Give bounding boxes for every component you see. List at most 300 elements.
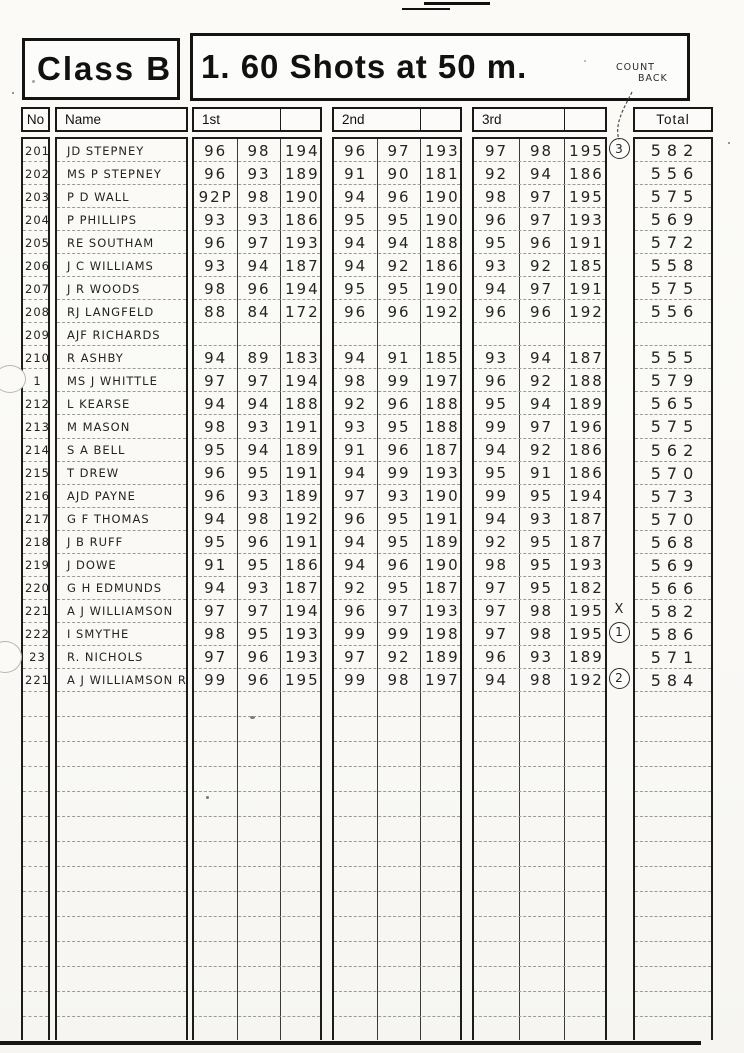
cell-score: 188 — [425, 233, 460, 252]
cell-name: P D WALL — [67, 189, 130, 204]
row-separator — [334, 1016, 460, 1017]
cell-score: 196 — [569, 417, 604, 436]
cell-score — [564, 323, 609, 346]
cell-name: P PHILLIPS — [67, 212, 138, 227]
cell-score: 172 — [285, 302, 320, 321]
header-1st: 1st — [202, 112, 221, 127]
cell-score — [421, 323, 464, 346]
cell-no: 204 — [25, 212, 50, 227]
cell-no: 1 — [33, 373, 42, 388]
cell-score: 94 — [344, 464, 368, 483]
header-name-box — [55, 107, 188, 132]
row-separator — [334, 916, 460, 917]
cell-score: 187 — [425, 579, 460, 598]
cell-score: 93 — [204, 210, 228, 229]
cell-score: 96 — [387, 302, 411, 321]
cell-score: 96 — [529, 302, 554, 321]
cell-score: 97 — [484, 579, 509, 598]
cell-score: 93 — [529, 648, 554, 667]
cell-total: 568 — [650, 532, 700, 552]
cell-score: 97 — [247, 233, 271, 252]
cell-score: 91 — [204, 556, 228, 575]
cell-score: 94 — [247, 256, 271, 275]
cell-score: 190 — [425, 487, 460, 506]
cell-score: 99 — [204, 671, 228, 690]
row-separator — [635, 916, 711, 917]
cell-score: 90 — [387, 164, 411, 183]
cell-score — [281, 323, 324, 346]
row-separator — [23, 991, 48, 992]
cell-no: 218 — [25, 535, 50, 550]
row-separator — [635, 966, 711, 967]
row-separator — [474, 991, 605, 992]
cell-score: 98 — [529, 625, 554, 644]
header-no-box — [21, 107, 50, 132]
cell-score: 94 — [344, 348, 368, 367]
cell-score: 94 — [484, 441, 509, 460]
cell-score: 93 — [247, 210, 271, 229]
row-separator — [635, 816, 711, 817]
cell-score: 95 — [204, 533, 228, 552]
cell-total: 570 — [650, 463, 700, 483]
header-2nd: 2nd — [342, 112, 365, 127]
cell-total: 566 — [650, 578, 700, 598]
cell-score: 97 — [484, 141, 509, 160]
cell-score: 91 — [529, 464, 554, 483]
row-separator — [474, 916, 605, 917]
cell-name: J DOWE — [67, 558, 117, 573]
cell-total: 582 — [650, 141, 700, 161]
cell-score: 188 — [425, 417, 460, 436]
count-back-note — [616, 62, 668, 84]
cell-name: S A BELL — [67, 443, 126, 458]
row-separator — [635, 766, 711, 767]
cell-name: G F THOMAS — [67, 512, 150, 527]
cell-score: 191 — [569, 279, 604, 298]
cell-name: M MASON — [67, 419, 131, 434]
cell-score: 94 — [344, 256, 368, 275]
row-separator — [194, 816, 320, 817]
cell-score: 95 — [204, 441, 228, 460]
row-separator — [474, 1016, 605, 1017]
cell-score: 186 — [569, 441, 604, 460]
row-separator — [194, 766, 320, 767]
cell-total: 571 — [650, 647, 700, 667]
cell-score: 99 — [484, 417, 509, 436]
cell-score: 95 — [529, 487, 554, 506]
cell-score: 94 — [529, 164, 554, 183]
cell-score: 195 — [285, 671, 320, 690]
cell-score: 93 — [484, 256, 509, 275]
cell-score — [519, 323, 564, 346]
cell-no: 213 — [25, 419, 50, 434]
row-separator — [23, 716, 48, 717]
col-mark — [605, 137, 633, 1040]
cell-score: 195 — [569, 141, 604, 160]
row-separator — [57, 716, 186, 717]
cell-total: 558 — [650, 256, 700, 276]
cell-score: 191 — [285, 533, 320, 552]
cell-score: 98 — [344, 371, 368, 390]
row-separator — [57, 941, 186, 942]
cell-total: 569 — [650, 210, 700, 230]
cell-score: 190 — [425, 279, 460, 298]
event-title: 1. 60 Shots at 50 m. — [201, 48, 528, 85]
row-separator — [57, 841, 186, 842]
cell-score: 95 — [247, 464, 271, 483]
cell-score: 189 — [285, 164, 320, 183]
cell-score: 93 — [247, 487, 271, 506]
row-separator — [334, 716, 460, 717]
cell-score: 95 — [387, 579, 411, 598]
cell-score: 98 — [204, 625, 228, 644]
cell-score: 96 — [344, 510, 368, 529]
cell-score: 195 — [569, 602, 604, 621]
cell-score: 185 — [425, 348, 460, 367]
row-separator — [474, 966, 605, 967]
header-total: Total — [656, 112, 690, 127]
cell-score: 188 — [285, 394, 320, 413]
cell-score: 96 — [204, 233, 228, 252]
scan-bottom-bar — [0, 1041, 701, 1045]
cell-score: 96 — [484, 371, 509, 390]
row-separator — [194, 916, 320, 917]
cell-name: J C WILLIAMS — [67, 258, 154, 273]
cell-score: 98 — [529, 602, 554, 621]
col-total — [633, 137, 713, 1040]
row-separator — [474, 741, 605, 742]
row-separator — [194, 1016, 320, 1017]
cell-score: 94 — [247, 441, 271, 460]
cell-score: 93 — [484, 348, 509, 367]
col-name — [55, 137, 188, 1040]
row-separator — [334, 841, 460, 842]
cell-score: 96 — [387, 187, 411, 206]
row-separator — [635, 841, 711, 842]
cell-score: 94 — [387, 233, 411, 252]
row-mark — [605, 621, 633, 644]
cell-total: 562 — [650, 440, 700, 460]
cell-score: 95 — [529, 556, 554, 575]
cell-score: 189 — [285, 487, 320, 506]
cell-score: 197 — [425, 671, 460, 690]
row-separator — [23, 941, 48, 942]
cell-score — [194, 323, 237, 346]
cell-score: 97 — [484, 602, 509, 621]
cell-score: 98 — [204, 417, 228, 436]
cell-score: 93 — [344, 417, 368, 436]
cell-score: 97 — [344, 648, 368, 667]
row-separator — [334, 991, 460, 992]
header-divider — [420, 109, 421, 130]
cell-score: 191 — [285, 464, 320, 483]
cell-no: 202 — [25, 166, 50, 181]
cell-score: 94 — [204, 348, 228, 367]
cell-score: 186 — [569, 464, 604, 483]
cell-score: 190 — [425, 210, 460, 229]
cell-score: 95 — [247, 556, 271, 575]
cell-score: 187 — [285, 256, 320, 275]
header-no: No — [26, 112, 45, 127]
cell-no: 208 — [25, 304, 50, 319]
cell-score — [474, 323, 519, 346]
row-separator — [23, 916, 48, 917]
cell-score: 97 — [484, 625, 509, 644]
cell-score: 92 — [387, 648, 411, 667]
cell-score: 97 — [529, 210, 554, 229]
row-separator — [57, 741, 186, 742]
row-separator — [194, 991, 320, 992]
cell-score: 94 — [529, 394, 554, 413]
cell-no: 210 — [25, 350, 50, 365]
header-1st-box — [192, 107, 322, 132]
cell-score: 192 — [425, 302, 460, 321]
cell-score: 99 — [484, 487, 509, 506]
cell-score: 92 — [484, 533, 509, 552]
cell-score: 194 — [569, 487, 604, 506]
cell-name: RE SOUTHAM — [67, 235, 155, 250]
cell-score: 94 — [484, 671, 509, 690]
cell-score: 186 — [285, 556, 320, 575]
cell-score: 189 — [425, 533, 460, 552]
cell-score: 91 — [387, 348, 411, 367]
cell-score: 94 — [344, 556, 368, 575]
scan-speck — [12, 92, 14, 94]
cell-score: 187 — [569, 348, 604, 367]
cell-score: 96 — [247, 279, 271, 298]
row-separator — [334, 866, 460, 867]
cell-score — [237, 323, 280, 346]
row-separator — [23, 841, 48, 842]
cell-score: 94 — [484, 510, 509, 529]
row-separator — [635, 716, 711, 717]
cell-score: 97 — [344, 487, 368, 506]
cell-score: 97 — [387, 602, 411, 621]
row-separator — [57, 1016, 186, 1017]
row-separator — [194, 741, 320, 742]
row-separator — [334, 816, 460, 817]
cell-score: 98 — [247, 510, 271, 529]
cell-score: 94 — [344, 533, 368, 552]
scan-artifact — [402, 8, 450, 10]
cell-score: 186 — [425, 256, 460, 275]
cell-no: 206 — [25, 258, 50, 273]
col-s3 — [472, 137, 607, 1040]
cell-no: 201 — [25, 143, 50, 158]
cell-score: 185 — [569, 256, 604, 275]
cell-no: 215 — [25, 466, 50, 481]
row-separator — [57, 816, 186, 817]
cell-score: 92 — [529, 371, 554, 390]
cell-total: 555 — [650, 348, 700, 368]
cell-score: 191 — [425, 510, 460, 529]
row-separator — [474, 891, 605, 892]
class-label-box — [22, 38, 180, 100]
cell-name: AJF RICHARDS — [67, 327, 161, 342]
cell-score: 96 — [387, 556, 411, 575]
cell-total: 575 — [650, 279, 700, 299]
row-separator — [57, 866, 186, 867]
header-total-box — [633, 107, 713, 132]
cell-score: 193 — [285, 233, 320, 252]
cell-score: 88 — [204, 302, 228, 321]
cell-total: 569 — [650, 555, 700, 575]
cell-score: 96 — [344, 302, 368, 321]
cell-score: 190 — [425, 187, 460, 206]
cell-score: 93 — [247, 579, 271, 598]
cell-name: T DREW — [67, 466, 120, 481]
cell-score: 95 — [387, 533, 411, 552]
cell-no: 203 — [25, 189, 50, 204]
cell-score: 189 — [425, 648, 460, 667]
cell-score: 96 — [529, 233, 554, 252]
cell-total: 556 — [650, 302, 700, 322]
cell-score — [334, 323, 377, 346]
cell-score: 95 — [484, 233, 509, 252]
cell-score: 98 — [204, 279, 228, 298]
row-mark — [605, 137, 633, 160]
cell-total: 579 — [650, 371, 700, 391]
cell-score: 84 — [247, 302, 271, 321]
cell-score: 97 — [204, 648, 228, 667]
cell-score: 187 — [285, 579, 320, 598]
row-separator — [635, 1016, 711, 1017]
cell-score: 194 — [285, 602, 320, 621]
cell-score: 195 — [569, 187, 604, 206]
cell-score: 97 — [529, 279, 554, 298]
header-2nd-box — [332, 107, 462, 132]
cell-score: 92 — [344, 579, 368, 598]
cell-score: 193 — [425, 464, 460, 483]
row-separator — [474, 816, 605, 817]
cell-score: 97 — [529, 417, 554, 436]
cell-score: 187 — [569, 510, 604, 529]
cell-score: 92P — [198, 187, 233, 206]
cell-score: 98 — [484, 187, 509, 206]
row-separator — [194, 966, 320, 967]
cell-score: 96 — [204, 164, 228, 183]
cell-score: 193 — [569, 210, 604, 229]
cell-score: 94 — [529, 348, 554, 367]
cell-name: MS J WHITTLE — [67, 373, 158, 388]
cell-score: 188 — [425, 394, 460, 413]
cell-score: 98 — [247, 141, 271, 160]
cell-score: 194 — [285, 371, 320, 390]
cell-score: 95 — [247, 625, 271, 644]
rank-mark-circled: 1 — [609, 622, 630, 643]
cell-score: 93 — [529, 510, 554, 529]
cell-score: 92 — [387, 256, 411, 275]
cell-score: 98 — [247, 187, 271, 206]
rank-mark-circled: 3 — [609, 138, 630, 159]
cell-score: 91 — [344, 441, 368, 460]
cell-score: 189 — [569, 648, 604, 667]
cell-score: 94 — [204, 510, 228, 529]
row-separator — [57, 991, 186, 992]
row-separator — [334, 966, 460, 967]
cell-score: 198 — [425, 625, 460, 644]
cell-score: 99 — [387, 371, 411, 390]
cell-score: 194 — [285, 141, 320, 160]
rank-mark-circled: 2 — [609, 668, 630, 689]
cell-score: 95 — [484, 464, 509, 483]
row-separator — [334, 791, 460, 792]
cell-score: 97 — [247, 602, 271, 621]
cell-score: 96 — [204, 464, 228, 483]
scan-artifact — [424, 2, 490, 5]
cell-score: 188 — [569, 371, 604, 390]
cell-score: 95 — [344, 279, 368, 298]
row-separator — [194, 866, 320, 867]
cell-score: 93 — [204, 256, 228, 275]
cell-score: 94 — [247, 394, 271, 413]
row-separator — [23, 891, 48, 892]
cell-score: 92 — [529, 441, 554, 460]
cell-score: 98 — [529, 671, 554, 690]
cell-score: 96 — [484, 210, 509, 229]
cell-total: 582 — [650, 601, 700, 621]
cell-score: 96 — [247, 648, 271, 667]
cell-score: 181 — [425, 164, 460, 183]
cell-no: 214 — [25, 443, 50, 458]
cell-score: 95 — [344, 210, 368, 229]
row-separator — [635, 941, 711, 942]
cell-score: 95 — [529, 579, 554, 598]
cell-score: 193 — [425, 141, 460, 160]
row-separator — [474, 866, 605, 867]
cell-score: 96 — [387, 394, 411, 413]
cell-score: 189 — [569, 394, 604, 413]
rank-mark: X — [614, 601, 624, 617]
cell-score: 92 — [484, 164, 509, 183]
cell-score: 182 — [569, 579, 604, 598]
cell-name: L KEARSE — [67, 396, 131, 411]
cell-total: 572 — [650, 233, 700, 253]
cell-score: 91 — [344, 164, 368, 183]
row-separator — [57, 791, 186, 792]
row-separator — [23, 866, 48, 867]
col-s2 — [332, 137, 462, 1040]
cell-score: 193 — [285, 648, 320, 667]
cell-name: G H EDMUNDS — [67, 581, 163, 596]
cell-score: 190 — [285, 187, 320, 206]
cell-score: 95 — [529, 533, 554, 552]
cell-no: 23 — [29, 650, 46, 665]
scan-speck — [728, 142, 730, 144]
cell-score: 98 — [387, 671, 411, 690]
header-divider — [564, 109, 565, 130]
cell-total: 584 — [650, 670, 700, 690]
cell-score: 97 — [204, 371, 228, 390]
cell-total: 565 — [650, 394, 700, 414]
cell-name: I SMYTHE — [67, 627, 130, 642]
cell-score: 96 — [204, 487, 228, 506]
cell-no: 219 — [25, 558, 50, 573]
cell-score: 193 — [425, 602, 460, 621]
cell-no: 221 — [25, 604, 50, 619]
cell-score: 195 — [569, 625, 604, 644]
cell-score: 99 — [387, 625, 411, 644]
cell-score: 192 — [285, 510, 320, 529]
row-separator — [635, 891, 711, 892]
row-separator — [635, 741, 711, 742]
cell-score: 191 — [569, 233, 604, 252]
header-name: Name — [65, 112, 102, 127]
cell-score: 94 — [344, 187, 368, 206]
row-separator — [334, 891, 460, 892]
row-separator — [23, 766, 48, 767]
cell-score — [377, 323, 420, 346]
